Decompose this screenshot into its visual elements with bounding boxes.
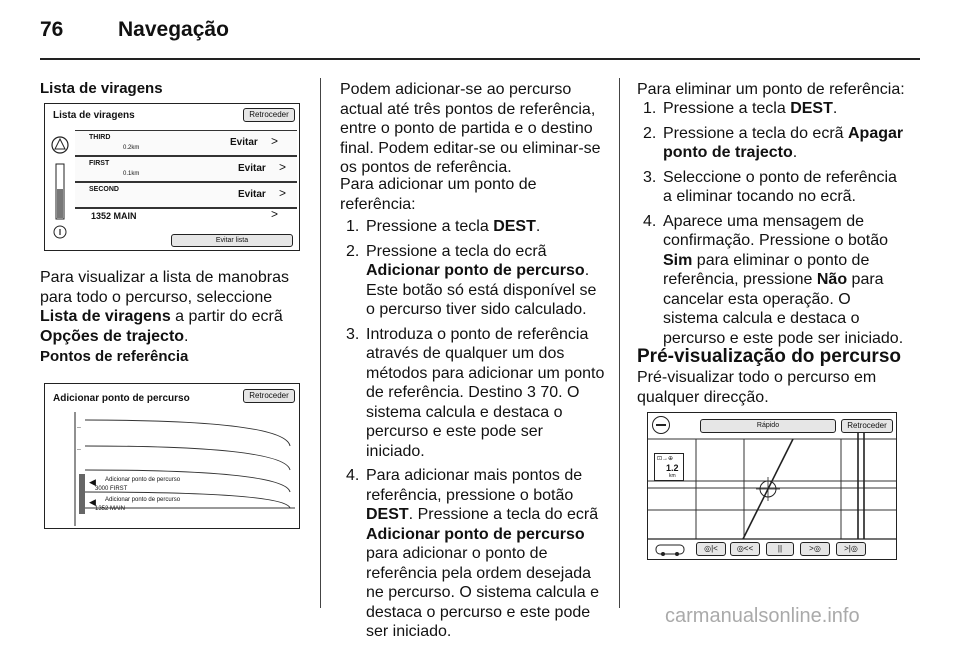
avoid-label: Evitar xyxy=(230,137,258,148)
route-mode-button[interactable]: Rápido xyxy=(700,419,836,433)
turn-list-screen xyxy=(44,103,300,251)
route-map xyxy=(648,413,896,559)
add-step-4: 4. Para adicionar mais pontos de referência, pressione o botão DEST. Pressione a tecla do ecrã Adicionar ponto de percurso para adicionar o ponto de referência pela ordem desejada ne percurso. O sistema calcula e destaca o percurso e este pode ser iniciado. xyxy=(346,467,599,640)
page-number: 76 xyxy=(40,18,64,41)
rewind-button[interactable]: ◎<< xyxy=(730,542,760,556)
waypoint-address: 3000 FIRST xyxy=(95,486,128,492)
scale-mark: – xyxy=(77,446,81,453)
delete-waypoint-steps xyxy=(639,99,907,353)
turn-list-paragraph: Para visualizar a lista de manobras para todo o percurso, seleccione Lista de viragens a partir do ecrã Opções de trajecto. xyxy=(40,269,290,345)
chevron-right-icon: > xyxy=(279,160,287,174)
skip-to-end-button[interactable]: >|◎ xyxy=(836,542,866,556)
add-waypoint-intro: Para adicionar um ponto de referência: xyxy=(340,176,537,213)
arrow-left-icon: ◀ xyxy=(89,497,96,507)
fast-forward-button[interactable]: >◎ xyxy=(800,542,830,556)
delete-waypoint-intro: Para eliminar um ponto de referência: xyxy=(637,81,905,98)
turn-distance: 0.2km xyxy=(123,145,140,151)
column-divider-2 xyxy=(619,78,620,608)
turn-street: SECOND xyxy=(89,186,119,193)
delete-step-4: 4. Aparece uma mensagem de confirmação. Pressione o botão Sim para eliminar o ponto de referência, pressione Não para cancelar esta operação. O sistema calcula e destaca o percurso e este pode ser iniciado. xyxy=(643,212,904,347)
distance-value: 1.2 xyxy=(666,463,679,473)
chevron-right-icon: > xyxy=(271,207,279,221)
waypoints-intro: Podem adicionar-se ao percurso actual até três pontos de referência, entre o ponto de partida e o destino final. Podem editar-se ou eliminar-se os pontos de referência. xyxy=(340,81,601,176)
avoid-label: Evitar xyxy=(238,189,266,200)
vehicle-icon xyxy=(654,542,688,556)
add-waypoint-steps xyxy=(342,217,606,647)
arrow-left-icon: ◀ xyxy=(89,477,96,487)
route-preview-screen xyxy=(647,412,897,560)
column-divider-1 xyxy=(320,78,321,608)
chevron-right-icon: > xyxy=(279,186,287,200)
route-preview-text: Pré-visualizar todo o percurso em qualquer direcção. xyxy=(637,369,877,406)
add-waypoint-screen xyxy=(44,383,300,529)
volume-slider[interactable] xyxy=(56,164,64,219)
route-preview-heading: Pré-visualização do percurso xyxy=(637,346,901,367)
destination-label: 1352 MAIN xyxy=(91,211,137,221)
turn-arrow-icon: ⊡→⊕ xyxy=(657,456,674,462)
add-step-3: 3. Introduza o ponto de referência através de qualquer um dos métodos para adicionar um ponto de referência. Destino 3 70. O sistema calcula e destaca o percurso e este pode ser iniciado. xyxy=(346,325,605,460)
pause-button[interactable]: || xyxy=(766,542,794,556)
delete-step-2: 2. Pressione a tecla do ecrã Apagar ponto de trajecto. xyxy=(643,124,904,161)
turn-row-1[interactable] xyxy=(75,130,297,156)
page-title: Navegação xyxy=(118,18,229,41)
screen-title: Adicionar ponto de percurso xyxy=(53,393,190,404)
warning-icon xyxy=(52,137,68,153)
delete-step-1: 1. Pressione a tecla DEST. xyxy=(643,100,838,117)
skip-to-start-button[interactable]: ◎|< xyxy=(696,542,726,556)
destination-row[interactable] xyxy=(75,208,297,223)
minus-icon[interactable] xyxy=(652,416,670,434)
add-waypoint-label: Adicionar ponto de percurso xyxy=(105,477,181,483)
side-controls xyxy=(49,134,73,244)
back-button[interactable]: Retroceder xyxy=(243,108,295,122)
waypoint-row-2[interactable] xyxy=(89,496,289,512)
delete-step-3: 3. Seleccione o ponto de referência a eliminar tocando no ecrã. xyxy=(643,168,897,205)
avoid-list-button[interactable]: Evitar lista xyxy=(171,234,293,247)
screen-title: Lista de viragens xyxy=(53,110,135,121)
add-step-2: 2. Pressione a tecla do ecrã Adicionar ponto de percurso. Este botão só está disponível se o percurso tiver sido calculado. xyxy=(346,242,597,318)
turn-street: THIRD xyxy=(89,134,111,141)
distance-indicator xyxy=(654,453,684,481)
heading-waypoints: Pontos de referência xyxy=(40,348,189,365)
add-waypoint-label: Adicionar ponto de percurso xyxy=(105,497,181,503)
info-icon xyxy=(54,226,66,238)
site-watermark: carmanualsonline.info xyxy=(665,605,860,627)
turn-row-2[interactable] xyxy=(75,156,297,182)
back-button[interactable]: Retroceder xyxy=(243,389,295,403)
avoid-label: Evitar xyxy=(238,163,266,174)
turn-row-3[interactable] xyxy=(75,182,297,208)
waypoint-address: 1352 MAIN xyxy=(95,506,126,512)
scale-mark: – xyxy=(77,424,81,431)
back-button[interactable]: Retroceder xyxy=(841,419,893,433)
chevron-right-icon: > xyxy=(271,134,279,148)
heading-turn-list: Lista de viragens xyxy=(40,80,163,97)
header-rule xyxy=(40,58,920,60)
reference-arrow-icon: 3 xyxy=(526,384,536,401)
turn-distance: 0.1km xyxy=(123,171,140,177)
add-step-1: 1. Pressione a tecla DEST. xyxy=(346,218,541,235)
distance-unit: km xyxy=(669,473,676,479)
waypoint-row-1[interactable] xyxy=(89,476,289,492)
turn-street: FIRST xyxy=(89,160,110,167)
